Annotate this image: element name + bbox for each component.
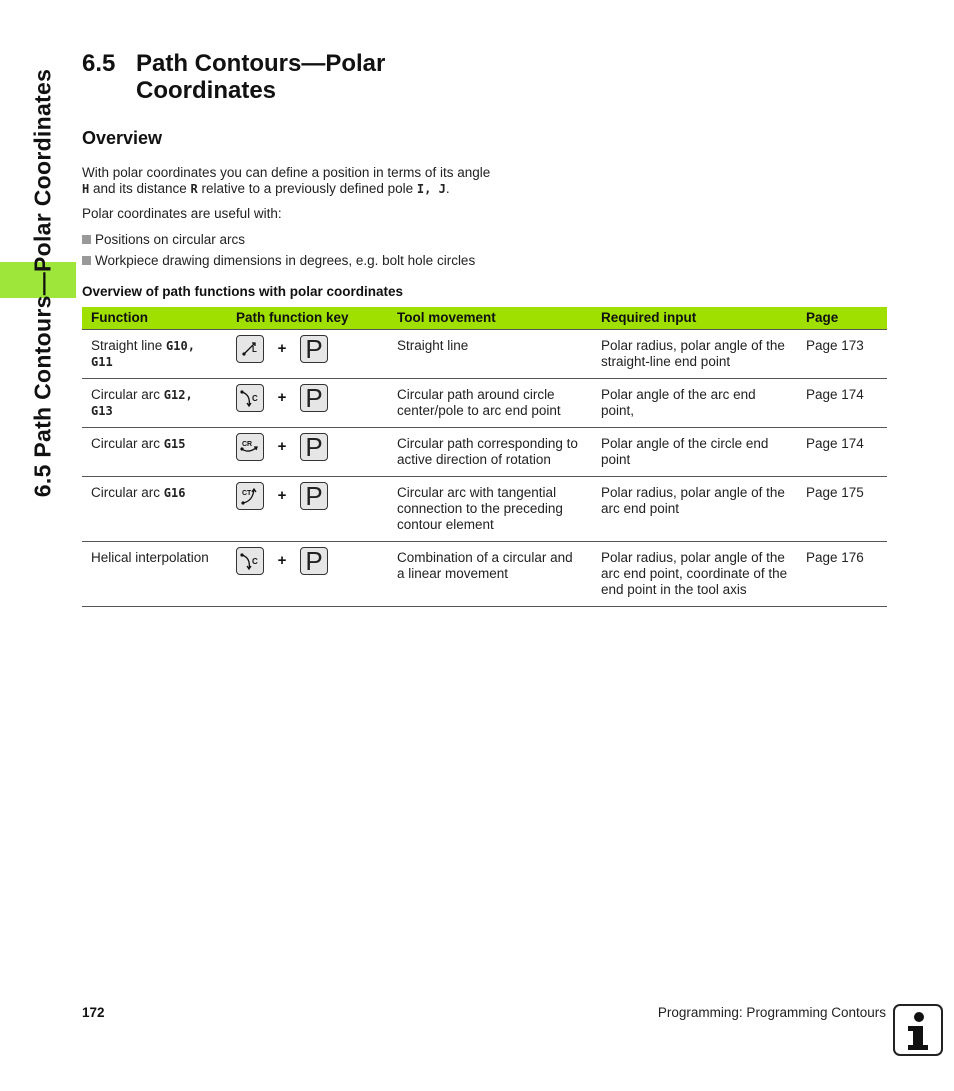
function-code: G16 bbox=[163, 485, 186, 500]
code-ij: I, J bbox=[416, 182, 446, 196]
table-row bbox=[82, 378, 887, 427]
intro-text-d: . bbox=[445, 181, 450, 196]
arc-radius-key-icon bbox=[236, 433, 264, 461]
section-title: Overview bbox=[82, 128, 163, 148]
plus-sign: + bbox=[277, 388, 287, 406]
code-h: H bbox=[82, 182, 90, 196]
path-function-key-cell bbox=[227, 541, 388, 606]
chapter-title bbox=[82, 50, 385, 104]
chapter-number: 6.5 bbox=[82, 50, 116, 77]
path-function-key-cell bbox=[227, 378, 388, 427]
key-letter: L bbox=[252, 344, 257, 354]
path-function-key-cell bbox=[227, 476, 388, 541]
bullet-text: Workpiece drawing dimensions in degrees, e.g. bolt hole circles bbox=[95, 253, 476, 268]
page-ref-cell: Page 173 bbox=[797, 329, 887, 378]
polar-p-key-icon: P bbox=[300, 384, 328, 412]
chapter-title-line2: Coordinates bbox=[136, 77, 277, 104]
code-r: R bbox=[190, 182, 198, 196]
intro-text-c: relative to a previously defined pole bbox=[197, 181, 417, 196]
path-function-key-cell bbox=[227, 427, 388, 476]
page-ref-cell: Page 175 bbox=[797, 476, 887, 541]
usage-intro: Polar coordinates are useful with: bbox=[82, 206, 282, 221]
function-cell bbox=[82, 541, 227, 606]
function-code: G10, G11 bbox=[91, 338, 195, 369]
arc-center-key-icon bbox=[236, 547, 264, 575]
bullet-square-icon bbox=[82, 256, 91, 265]
plus-sign: + bbox=[277, 551, 287, 569]
function-cell bbox=[82, 378, 227, 427]
table-row bbox=[82, 329, 887, 378]
bullet-item bbox=[82, 253, 475, 268]
table-caption: Overview of path functions with polar coordinates bbox=[82, 284, 404, 299]
function-cell bbox=[82, 427, 227, 476]
plus-sign: + bbox=[277, 437, 287, 455]
key-letter: CR bbox=[242, 440, 253, 448]
info-icon bbox=[893, 1004, 943, 1056]
arc-center-key-icon bbox=[236, 384, 264, 412]
bullet-text: Positions on circular arcs bbox=[95, 232, 246, 247]
function-name: Circular arc bbox=[91, 435, 164, 451]
path-functions-table bbox=[82, 307, 887, 607]
plus-sign: + bbox=[277, 486, 287, 504]
tool-movement-cell: Circular path around circle center/pole to arc end point bbox=[388, 378, 592, 427]
header-function: Function bbox=[82, 307, 227, 329]
side-running-title: 6.5 Path Contours—Polar Coordinates bbox=[29, 68, 56, 498]
required-input-cell: Polar radius, polar angle of the straight-line end point bbox=[592, 329, 797, 378]
key-letter: C bbox=[252, 393, 258, 403]
function-name: Circular arc bbox=[91, 484, 164, 500]
page-number: 172 bbox=[82, 1005, 105, 1020]
path-function-key-cell bbox=[227, 329, 388, 378]
tool-movement-cell: Circular arc with tangential connection to the preceding contour element bbox=[388, 476, 592, 541]
header-tool-movement: Tool movement bbox=[388, 307, 592, 329]
polar-p-key-icon: P bbox=[300, 335, 328, 363]
page-ref-cell: Page 176 bbox=[797, 541, 887, 606]
line-key-icon bbox=[236, 335, 264, 363]
required-input-cell: Polar radius, polar angle of the arc end point bbox=[592, 476, 797, 541]
bullet-item bbox=[82, 232, 245, 247]
key-letter: C bbox=[252, 556, 258, 566]
required-input-cell: Polar radius, polar angle of the arc end point, coordinate of the end point in the tool axis bbox=[592, 541, 797, 606]
table-row bbox=[82, 476, 887, 541]
page-ref-cell: Page 174 bbox=[797, 378, 887, 427]
function-code: G12, G13 bbox=[91, 387, 193, 418]
chapter-title-line1: Path Contours—Polar bbox=[136, 50, 386, 77]
page-ref-cell: Page 174 bbox=[797, 427, 887, 476]
header-page: Page bbox=[797, 307, 887, 329]
required-input-cell: Polar angle of the arc end point, bbox=[592, 378, 797, 427]
function-name: Straight line bbox=[91, 337, 167, 353]
footer-chapter-text: Programming: Programming Contours bbox=[657, 1005, 886, 1020]
arc-tangential-key-icon bbox=[236, 482, 264, 510]
intro-paragraph bbox=[82, 165, 490, 197]
polar-p-key-icon: P bbox=[300, 547, 328, 575]
polar-p-key-icon: P bbox=[300, 433, 328, 461]
tool-movement-cell: Straight line bbox=[388, 329, 592, 378]
plus-sign: + bbox=[277, 339, 287, 357]
function-cell bbox=[82, 476, 227, 541]
table-row bbox=[82, 427, 887, 476]
header-required-input: Required input bbox=[592, 307, 797, 329]
intro-text-a: With polar coordinates you can define a position in terms of its angle bbox=[82, 165, 491, 180]
polar-p-key-icon: P bbox=[300, 482, 328, 510]
function-code: G15 bbox=[163, 436, 186, 451]
table-row bbox=[82, 541, 887, 606]
header-path-function-key: Path function key bbox=[227, 307, 388, 329]
tool-movement-cell: Combination of a circular and a linear movement bbox=[388, 541, 592, 606]
table-header-row bbox=[82, 307, 887, 329]
function-name: Circular arc bbox=[91, 386, 164, 402]
bullet-square-icon bbox=[82, 235, 91, 244]
tool-movement-cell: Circular path corresponding to active direction of rotation bbox=[388, 427, 592, 476]
function-cell bbox=[82, 329, 227, 378]
function-name: Helical interpolation bbox=[91, 549, 209, 565]
required-input-cell: Polar angle of the circle end point bbox=[592, 427, 797, 476]
intro-text-b: and its distance bbox=[89, 181, 191, 196]
key-letter: CT bbox=[242, 489, 252, 497]
